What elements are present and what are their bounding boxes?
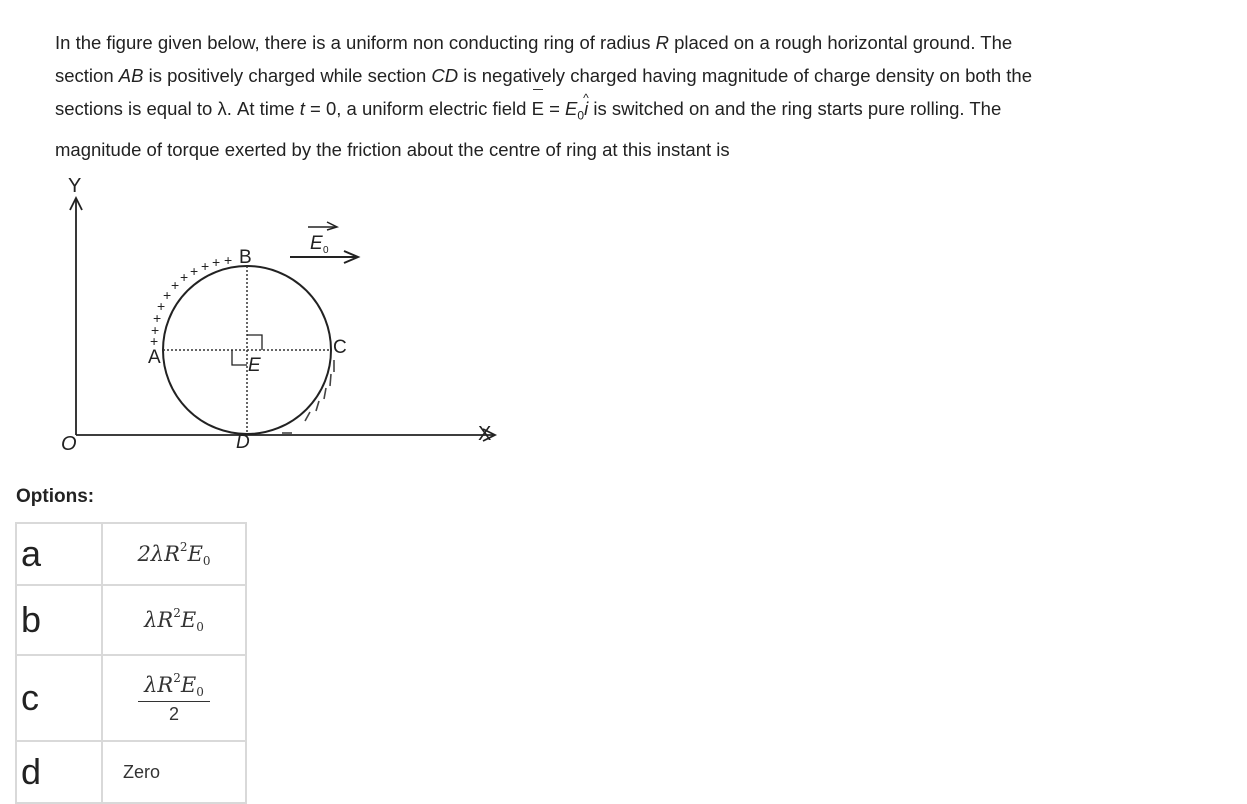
option-coef: λR <box>144 673 174 697</box>
minus-sign <box>330 374 331 386</box>
question-text-segment: is switched on and the ring starts pure rolling. The <box>588 98 1002 119</box>
ring-figure <box>40 170 510 470</box>
fraction-numerator <box>138 671 210 702</box>
option-coef: 2λR <box>137 542 180 566</box>
options-table <box>15 522 247 804</box>
question-line-4: magnitude of torque exerted by the friction about the centre of ring at this instant is <box>55 138 730 160</box>
option-value <box>102 585 246 655</box>
unit-vector-i: ^ i <box>584 92 588 125</box>
option-letter: a <box>16 523 102 585</box>
y-axis-label: Y <box>68 175 82 197</box>
question-text-segment: is positively charged while section <box>143 65 432 86</box>
time-symbol: t <box>299 98 305 119</box>
option-letter: b <box>16 585 102 655</box>
question-line-1 <box>55 26 1205 59</box>
option-field: E <box>180 608 197 632</box>
right-angle-mark <box>247 335 262 350</box>
option-letter: c <box>16 655 102 741</box>
equals-sign: = <box>543 98 566 119</box>
option-coef: λR <box>144 608 174 632</box>
center-label: E <box>248 355 261 376</box>
option-row-a[interactable] <box>16 523 246 585</box>
option-exponent: 2 <box>173 671 181 685</box>
plus-sign: + <box>224 252 233 268</box>
option-field: E <box>187 542 203 566</box>
option-letter: d <box>16 741 102 803</box>
point-b-label: B <box>239 247 252 268</box>
option-subscript: 0 <box>196 620 204 634</box>
option-exponent: 2 <box>173 606 181 620</box>
minus-sign <box>305 412 310 421</box>
field-arrow-subscript: 0 <box>323 245 329 256</box>
plus-sign: + <box>171 277 180 293</box>
question-text-segment: In the figure given below, there is a uniform non conducting ring of radius <box>55 32 656 53</box>
point-c-label: C <box>333 337 347 358</box>
question-line-2 <box>55 59 1205 92</box>
plus-sign: + <box>151 322 160 338</box>
fraction-denominator: 2 <box>168 704 179 724</box>
question-line-3 <box>55 92 1205 133</box>
right-angle-mark <box>232 350 247 365</box>
plus-sign: + <box>157 298 166 314</box>
plus-sign: + <box>212 254 221 270</box>
question-text-segment: sections is equal to λ. At time <box>55 98 300 119</box>
field-magnitude-symbol: E <box>565 98 578 119</box>
radius-symbol: R <box>655 32 669 53</box>
option-row-b[interactable] <box>16 585 246 655</box>
option-exponent: 2 <box>179 540 188 554</box>
question-text-segment: placed on a rough horizontal ground. The <box>668 32 1013 53</box>
option-row-d[interactable] <box>16 741 246 803</box>
minus-sign <box>324 388 326 399</box>
field-label-vector-arrowhead <box>327 222 337 230</box>
option-subscript: 0 <box>202 554 211 568</box>
plus-sign: + <box>150 333 159 349</box>
option-field: E <box>180 673 197 697</box>
question-text <box>55 26 1205 166</box>
point-d-label: D <box>236 432 250 453</box>
minus-sign <box>316 401 319 411</box>
point-a-label: A <box>148 347 161 368</box>
question-text-segment: section <box>55 65 119 86</box>
option-subscript: 0 <box>196 685 204 699</box>
option-row-c[interactable] <box>16 655 246 741</box>
positive-charges <box>150 252 232 349</box>
option-value <box>102 523 246 585</box>
field-arrow-label: E <box>310 233 323 254</box>
field-subscript: 0 <box>577 108 585 123</box>
question-text-segment: is negatively charged having magnitude of charge density on both the <box>458 65 1032 86</box>
x-axis-label: X <box>478 423 492 445</box>
question-text-segment: = 0, a uniform electric field <box>304 98 532 119</box>
field-vector-symbol: E <box>532 92 544 125</box>
section-cd-symbol: CD <box>431 65 459 86</box>
plus-sign: + <box>163 287 172 303</box>
plus-sign: + <box>201 258 210 274</box>
section-ab-symbol: AB <box>118 65 144 86</box>
plus-sign: + <box>190 263 199 279</box>
options-label: Options: <box>16 486 95 507</box>
plus-sign: + <box>153 310 162 326</box>
option-fraction <box>138 671 210 725</box>
origin-label: O <box>61 433 77 455</box>
option-value <box>102 655 246 741</box>
option-value: Zero <box>102 741 246 803</box>
plus-sign: + <box>180 269 189 285</box>
